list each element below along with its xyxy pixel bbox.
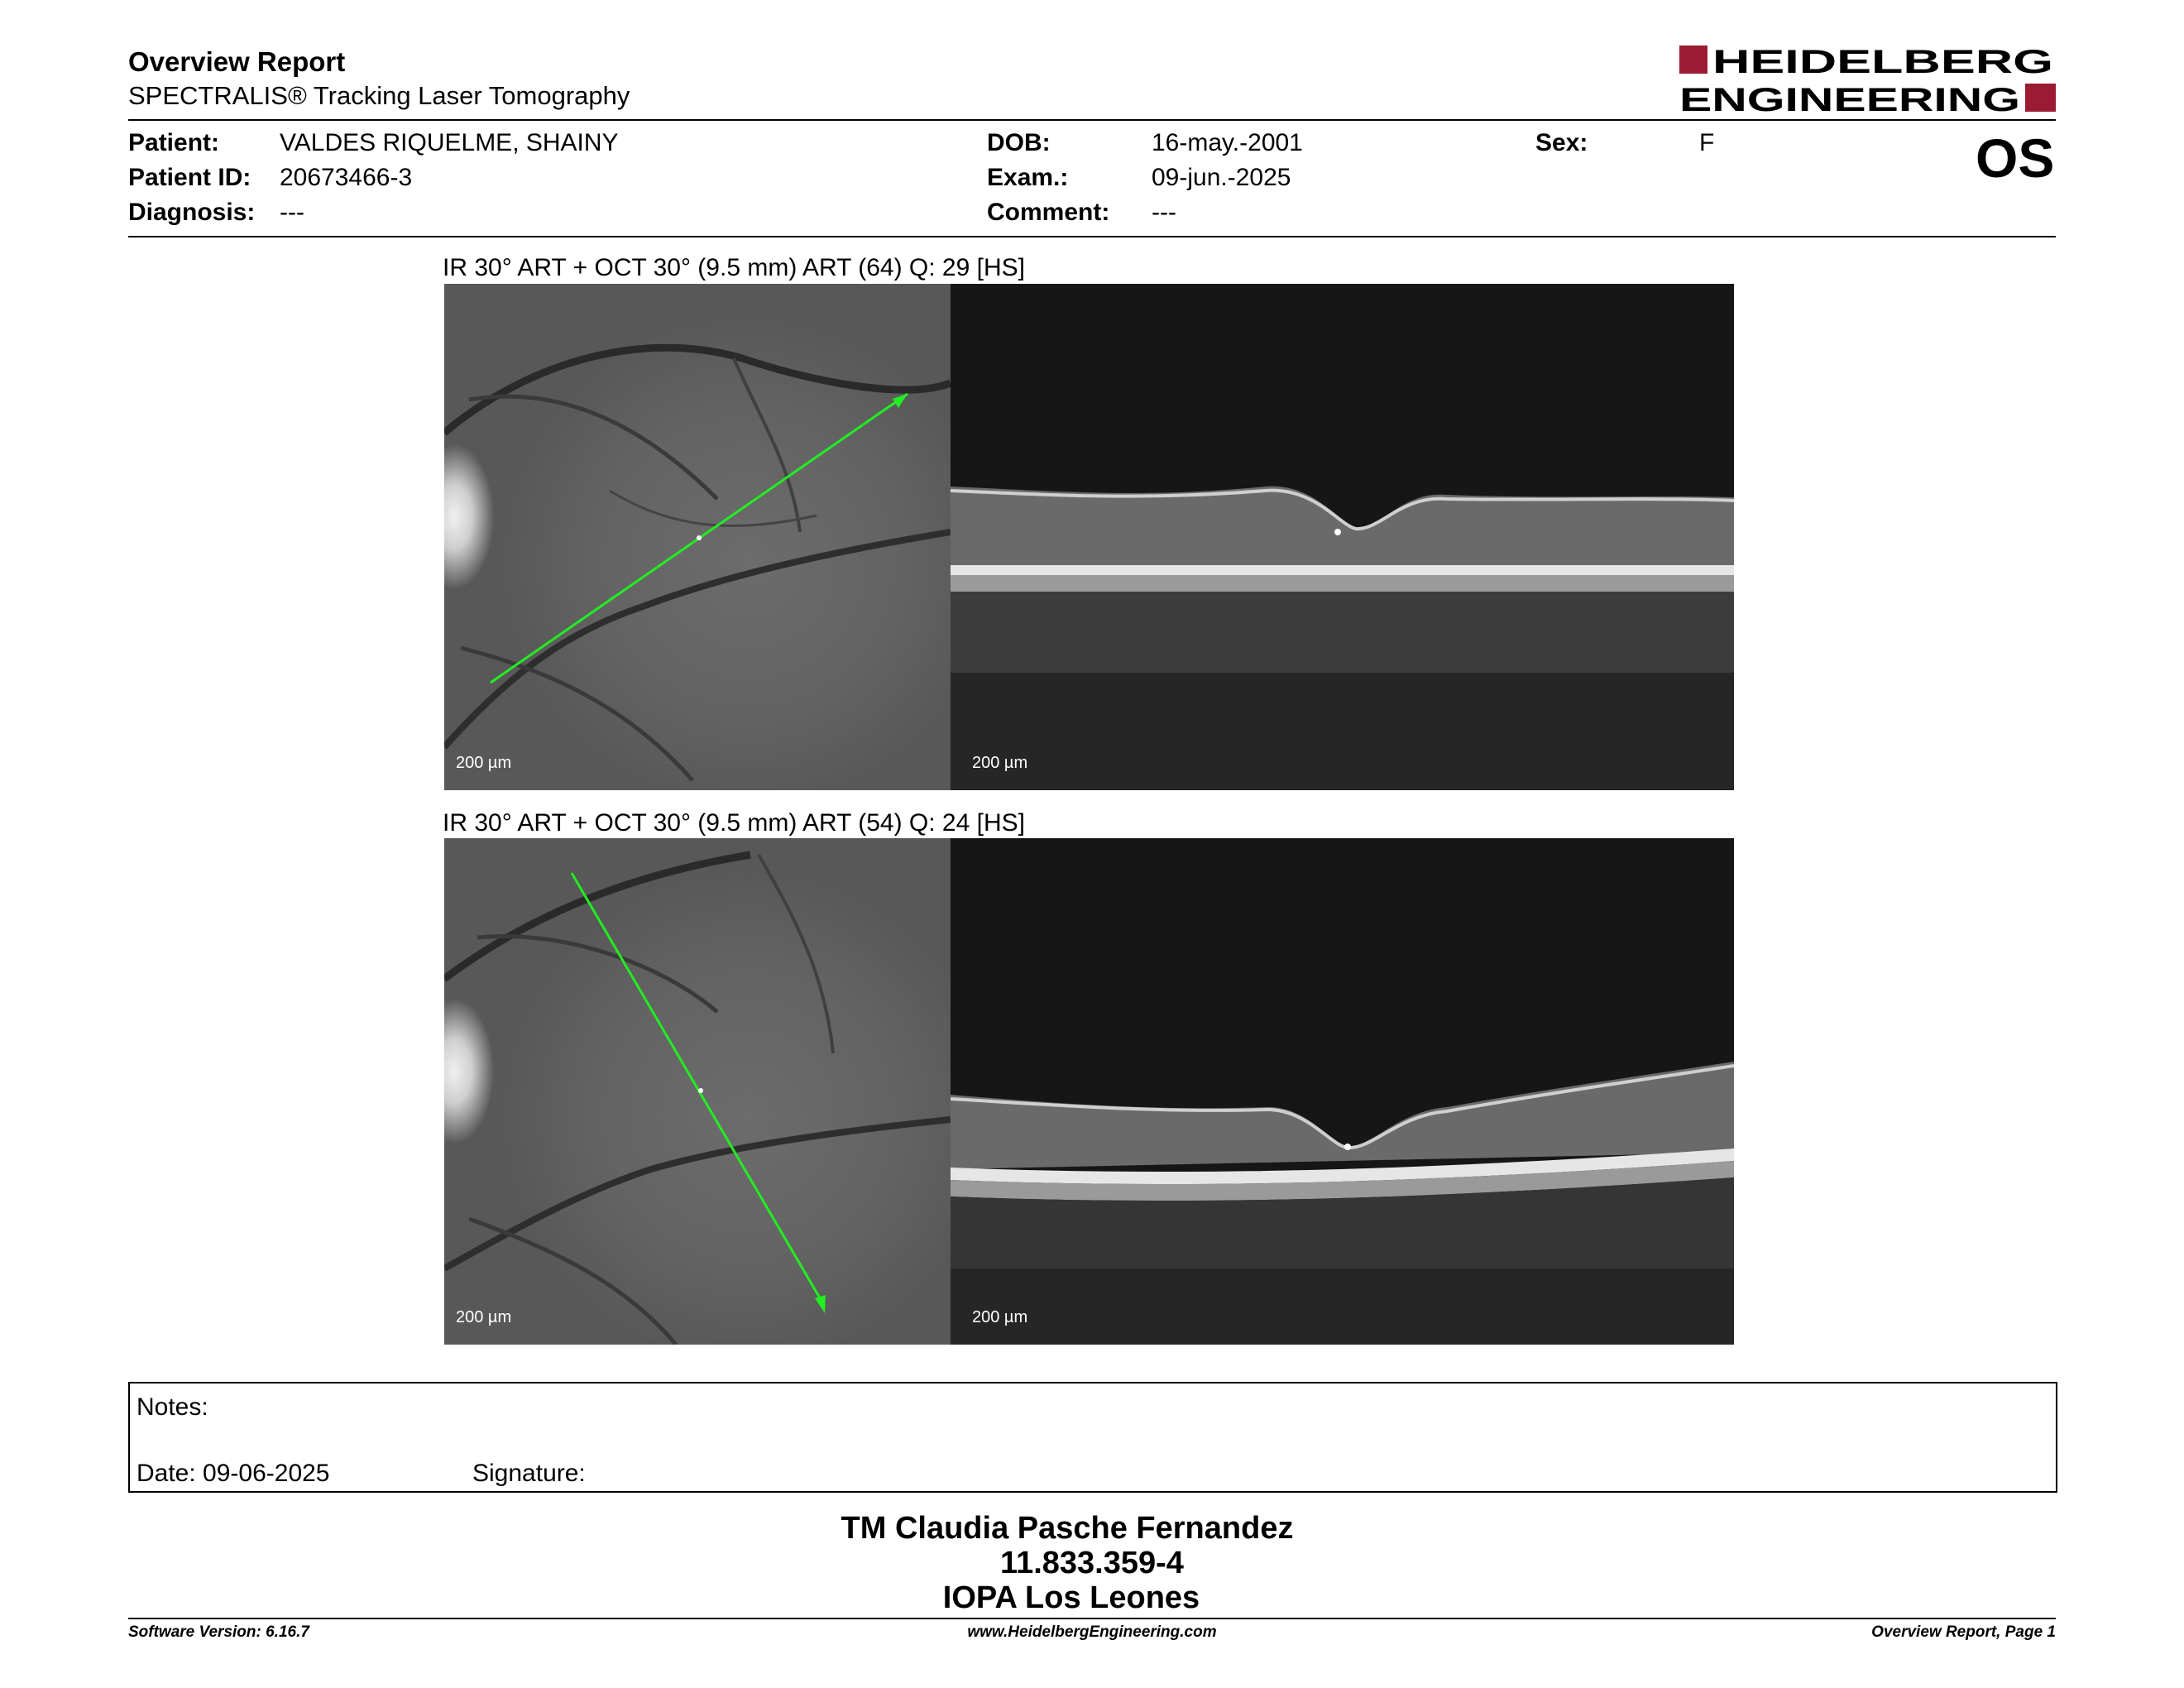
logo-line1: HEIDELBERG [1712,44,2053,80]
sex-value: F [1699,129,1715,156]
exam-value: 09-jun.-2025 [1152,164,1291,191]
notes-label: Notes: [136,1393,208,1421]
report-subtitle: SPECTRALIS® Tracking Laser Tomography [128,81,630,110]
patient-label: Patient: [128,129,220,156]
report-title: Overview Report [128,46,346,77]
diagnosis-label: Diagnosis: [128,199,256,226]
comment-label: Comment: [987,199,1110,226]
eye-indicator: OS [1976,127,2055,189]
logo-line2: ENGINEERING [1679,82,2020,116]
patient-id: 20673466-3 [280,164,413,191]
comment-value: --- [1152,199,1176,226]
fundus-vessels-1 [444,284,951,790]
dob-value: 16-may.-2001 [1152,129,1303,156]
exam-label: Exam.: [987,164,1069,191]
oct-layers-1 [951,284,1734,790]
sex-label: Sex: [1535,129,1588,156]
signoff-name: TM Claudia Pasche Fernandez [841,1511,1294,1546]
header-rule [128,119,2056,121]
patient-id-label: Patient ID: [128,164,251,191]
footer-rule [128,1618,2056,1619]
scan-caption-1: IR 30° ART + OCT 30° (9.5 mm) ART (64) Q: 29 [HS] [443,254,1025,281]
oct-scale-bar-1: 200 µm [972,754,1028,772]
oct-bscan-image-2 [951,838,1734,1345]
software-version: Software Version: 6.16.7 [128,1623,309,1641]
oct-layers-2 [951,838,1734,1345]
ir-scale-bar-2: 200 µm [456,1308,512,1326]
notes-date: Date: 09-06-2025 [136,1460,330,1487]
ir-fundus-image-2 [444,838,951,1345]
signoff-institution: IOPA Los Leones [942,1580,1200,1615]
ir-scale-bar-1: 200 µm [456,754,512,772]
notes-box [128,1382,2057,1493]
website-link[interactable]: www.HeidelbergEngineering.com [967,1623,1217,1641]
dob-label: DOB: [987,129,1051,156]
heidelberg-logo [1679,43,2056,116]
signature-label: Signature: [472,1460,586,1487]
fundus-vessels-2 [444,838,951,1345]
oct-scale-bar-2: 200 µm [972,1308,1028,1326]
scan-caption-2: IR 30° ART + OCT 30° (9.5 mm) ART (54) Q: 24 [HS] [443,809,1025,837]
signoff-rut: 11.833.359-4 [1000,1546,1184,1580]
oct-bscan-image-1 [951,284,1734,790]
page-indicator: Overview Report, Page 1 [1871,1623,2056,1641]
patient-rule [128,236,2056,237]
diagnosis-value: --- [280,199,304,226]
ir-fundus-image-1 [444,284,951,790]
patient-name: VALDES RIQUELME, SHAINY [280,129,619,156]
